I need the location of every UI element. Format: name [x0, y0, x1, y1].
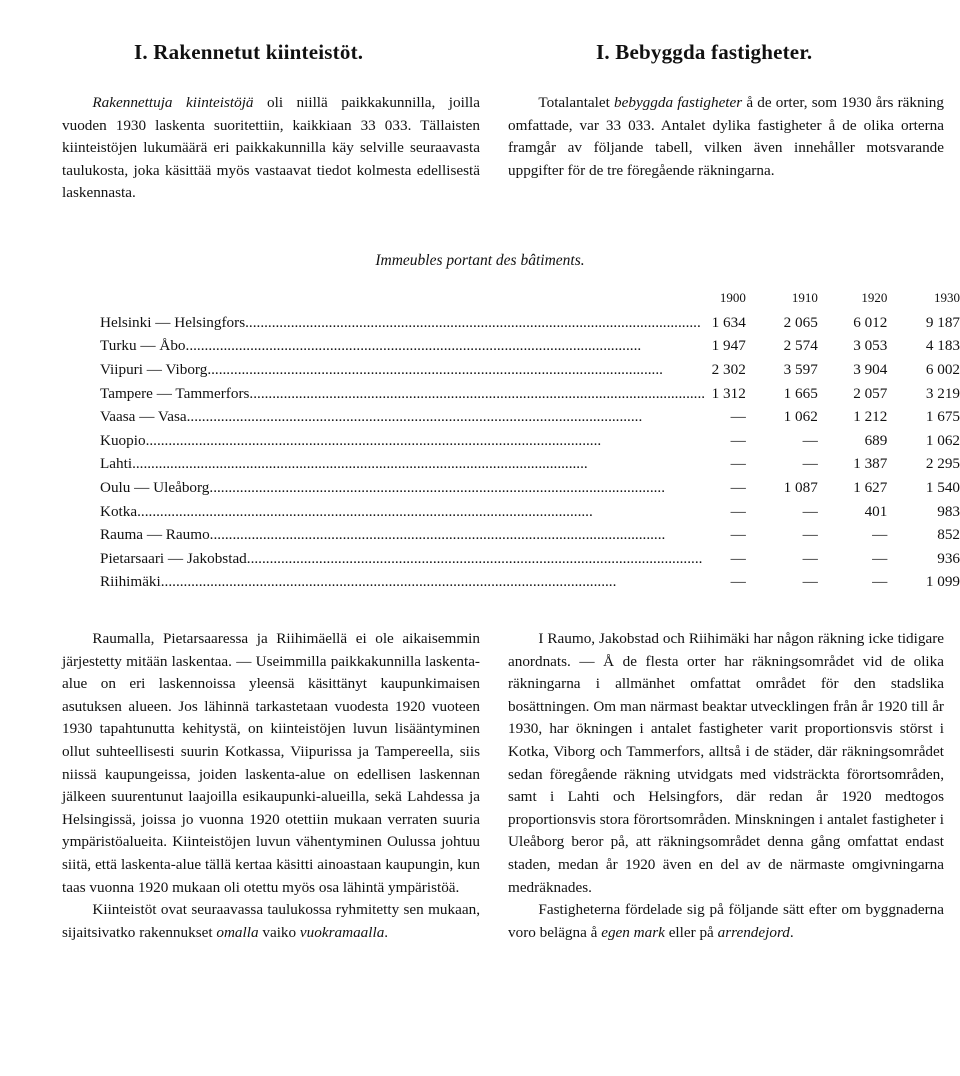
body-swedish: [508, 628, 944, 944]
value-cell: —: [872, 573, 888, 591]
value-cell: 401: [864, 502, 888, 520]
value-cell: 1 634: [711, 313, 746, 331]
leader-dots: ........................................................................................................................: [145, 431, 602, 449]
place-name: Kuopio........................................................................................................................: [100, 431, 602, 449]
table-row: [100, 382, 960, 406]
place-name: Vaasa — Vasa........................................................................................................................: [100, 408, 643, 426]
year-header: 1930: [934, 290, 960, 305]
intro-sv-text: å de orter, som 1930 års räkning omfattade, var 33 033. Antalet dylika fastigheter å de olika orterna framgår av följande tabell, vilken även innehåller motsvarande uppgifter för de tre föregående räkningarna.: [508, 94, 944, 179]
buildings-table: [100, 285, 960, 594]
table-row: [100, 358, 960, 382]
value-cell: —: [730, 549, 746, 567]
value-cell: —: [730, 408, 746, 426]
year-header: 1920: [861, 290, 888, 305]
intro-sv-italic: bebyggda fastigheter: [614, 94, 743, 111]
leader-dots: ........................................................................................................................: [246, 549, 703, 567]
body-fi-p2: Kiinteistöt ovat seuraavassa taulukossa ryhmitetty sen mukaan, sijaitsivatko rakennukset omalla vaiko vuokramaalla.: [62, 901, 480, 941]
value-cell: 2 574: [783, 337, 818, 355]
place-name: Pietarsaari — Jakobstad........................................................................................................................: [100, 549, 703, 567]
leader-dots: ........................................................................................................................: [186, 408, 643, 426]
value-cell: 2 302: [711, 360, 746, 378]
value-cell: —: [730, 526, 746, 544]
value-cell: 3 053: [853, 337, 888, 355]
place-name: Kotka........................................................................................................................: [100, 502, 593, 520]
value-cell: —: [802, 526, 818, 544]
value-cell: —: [802, 573, 818, 591]
value-cell: 1 312: [711, 384, 746, 402]
value-cell: 2 065: [783, 313, 818, 331]
value-cell: —: [730, 455, 746, 473]
body-finnish: [62, 628, 480, 944]
value-cell: 6 002: [925, 360, 960, 378]
value-cell: —: [730, 478, 746, 496]
table-row: [100, 571, 960, 595]
value-cell: 1 062: [783, 408, 818, 426]
leader-dots: ........................................................................................................................: [209, 478, 666, 496]
value-cell: 1 665: [783, 384, 818, 402]
year-header: 1900: [719, 290, 746, 305]
value-cell: 1 062: [925, 431, 960, 449]
table-row: [100, 547, 960, 571]
table-title: Immeubles portant des bâtiments.: [375, 252, 585, 269]
place-name: Turku — Åbo........................................................................................................................: [100, 337, 642, 355]
value-cell: —: [730, 573, 746, 591]
table-row: [100, 523, 960, 547]
intro-sv-start: Totalantalet: [538, 94, 615, 111]
value-cell: —: [802, 502, 818, 520]
leader-dots: ........................................................................................................................: [245, 313, 701, 331]
value-cell: 936: [937, 549, 960, 567]
value-cell: 2 057: [853, 384, 888, 402]
value-cell: 1 212: [853, 408, 888, 426]
value-cell: 983: [937, 502, 960, 520]
value-cell: 6 012: [853, 313, 888, 331]
value-cell: 3 219: [925, 384, 960, 402]
value-cell: 1 947: [711, 337, 746, 355]
value-cell: 689: [864, 431, 888, 449]
place-name: Lahti........................................................................................................................: [100, 455, 588, 473]
value-cell: 1 087: [783, 478, 818, 496]
body-fi-p1: Raumalla, Pietarsaaressa ja Riihimäellä ei ole aikaisemmin järjestetty mitään laskentaa. — Useimmilla paikkakunnilla laskenta-alue on eri laskennoissa yleensä käsittänyt kaupunkimaisen asutuksen alueen. Jos lähinnä tarkastetaan vuodesta 1920 vuoteen 1930 tapahtunutta kehitystä, on kiinteistöjen luvun lisääntyminen ollut suhteellisesti suurin Kotkassa, Viipurissa ja Tampereella, siis niissä kaupungeissa, joiden laskenta-alue on edellisen laskennan jälkeen suurentunut laajoilla esikaupunki-alueilla, sekä Lahdessa ja Helsingissä, joissa jo vuonna 1920 otettiin mukaan verraten suuria ympäristöalueita. Kiinteistöjen luvun vähentyminen Oulussa johtuu siitä, että laskenta-alue tällä kertaa käsitti ainoastaan kaupungin, kun taas vuonna 1920 mukaan oli otettu myös osa lähintä ympäristöä.: [62, 630, 480, 896]
table-row: [100, 429, 960, 453]
intro-fi-text: oli niillä paikkakunnilla, joilla vuoden 1930 laskenta suoritettiin, kaikkiaan 33 033. Tällaisten kiinteistöjen lukumäärä eri paikkakunnilla käy selville seuraavasta taulukosta, joka käsittää myös vastaavat tiedot kolmesta edellisestä laskennasta.: [62, 94, 481, 202]
table-row: [100, 335, 960, 359]
leader-dots: ........................................................................................................................: [185, 337, 642, 355]
body-sv-p2: Fastigheterna fördelade sig på följande sätt efter om byggnaderna voro belägna å egen mark eller på arrendejord.: [508, 901, 944, 941]
place-name: Oulu — Uleåborg........................................................................................................................: [100, 478, 666, 496]
heading-finnish: I. Rakennetut kiinteistöt.: [134, 40, 364, 64]
value-cell: 3 904: [853, 360, 888, 378]
value-cell: 4 183: [925, 337, 960, 355]
intro-finnish: [62, 92, 480, 205]
table-row: [100, 476, 960, 500]
place-name: Riihimäki........................................................................................................................: [100, 573, 617, 591]
value-cell: —: [802, 455, 818, 473]
value-cell: 3 597: [783, 360, 818, 378]
table-row: [100, 311, 960, 335]
value-cell: —: [802, 431, 818, 449]
place-name: Viipuri — Viborg........................................................................................................................: [100, 360, 663, 378]
value-cell: —: [730, 502, 746, 520]
value-cell: 2 295: [925, 455, 960, 473]
leader-dots: ........................................................................................................................: [209, 526, 666, 544]
intro-fi-lead: Rakennettuja kiinteistöjä: [92, 94, 254, 111]
value-cell: 1 099: [925, 573, 960, 591]
table-row: [100, 405, 960, 429]
body-sv-p1: I Raumo, Jakobstad och Riihimäki har någon räkning icke tidigare anordnats. — Å de flesta orter har räkningsområdet vid de olika räkningarna i allmänhet omfattat området för den stadslika bosättningen. Om man närmast beaktar utvecklingen från år 1920 till år 1930, har ökningen i antalet fastigheter varit proportionsvis störst i Kotka, Viborg och Tammerfors, alltså i de städer, där räkningsområdet sedan föregående räkning utvidgats med vidsträckta förortsområden, samt i Lahti och Helsingfors, där redan år 1920 medtogos proportionsvis stora förortsområden. Minskningen i antalet fastigheter i Uleåborg beror på, att räkningsområdet denna gång omfattat endast staden, medan år 1920 även en del av de närmaste omgivningarna medräknades.: [508, 630, 944, 896]
intro-swedish: [508, 92, 944, 182]
year-header: 1910: [791, 290, 818, 305]
leader-dots: ........................................................................................................................: [207, 360, 663, 378]
value-cell: 1 387: [853, 455, 888, 473]
leader-dots: ........................................................................................................................: [160, 573, 617, 591]
value-cell: 9 187: [925, 313, 960, 331]
value-cell: 1 540: [925, 478, 960, 496]
value-cell: 1 675: [925, 408, 960, 426]
heading-swedish: I. Bebyggda fastigheter.: [596, 40, 813, 64]
table-header-row: [100, 285, 960, 311]
value-cell: 1 627: [853, 478, 888, 496]
value-cell: —: [802, 549, 818, 567]
leader-dots: ........................................................................................................................: [132, 455, 588, 473]
leader-dots: ........................................................................................................................: [137, 502, 593, 520]
place-name: Rauma — Raumo........................................................................................................................: [100, 526, 666, 544]
value-cell: —: [872, 549, 888, 567]
table-row: [100, 500, 960, 524]
place-name: Helsinki — Helsingfors........................................................................................................................: [100, 313, 701, 331]
value-cell: —: [730, 431, 746, 449]
value-cell: —: [872, 526, 888, 544]
value-cell: 852: [937, 526, 960, 544]
leader-dots: ........................................................................................................................: [249, 384, 706, 402]
place-name: Tampere — Tammerfors........................................................................................................................: [100, 384, 706, 402]
table-row: [100, 453, 960, 477]
